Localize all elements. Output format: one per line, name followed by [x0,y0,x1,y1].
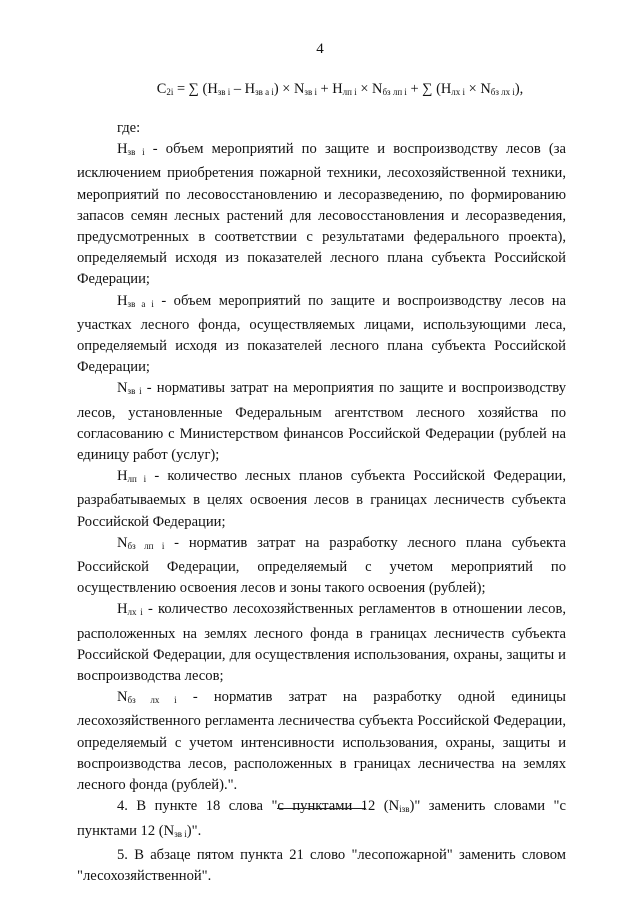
definition-text: - количество лесохозяйственных регламентов в отношении лесов, расположенных на землях лесного фонда в границах лесничеств субъекта Российской Федерации, для осуществления использования, охраны, защиты и воспроизводства лесов; [77,601,566,685]
symbol-letter: Н [117,292,128,309]
definition-symbol [117,535,164,551]
definition-symbol [117,141,145,157]
symbol-letter: Н [117,601,128,618]
symbol-subscript: бз лх i [127,695,177,706]
definition-text: - норматив затрат на разработку лесного плана субъекта Российской Федерации, определяемый с учетом мероприятий по осуществлению освоения лесов и зоны такого освоения (рублей); [77,534,566,597]
formula-subscript: 2i [166,87,174,97]
amendment-item-4 [77,796,566,844]
definition-paragraph [77,466,566,533]
page-number: 4 [316,41,324,57]
document-body [77,118,566,887]
formula-subscript: бз лп i [382,87,407,97]
symbol-letter: Н [117,468,128,485]
closing-rule [277,808,366,809]
formula-subscript: лп i [342,87,357,97]
formula-term: ), [514,81,524,97]
definitions-list [77,139,566,796]
definition-text: - количество лесных планов субъекта Российской Федерации, разрабатываемых в целях освоения лесов в границах лесничеств субъекта Российской Федерации; [77,468,567,530]
definition-paragraph [77,687,566,796]
symbol-subscript: лп i [127,474,147,485]
formula-term: C [156,81,167,97]
formula-subscript: зв i [304,87,317,97]
item4-subscript-1: iзв [399,804,410,815]
definition-text: - объем мероприятий по защите и воспроизводству лесов (за исключением приобретения пожарной техники, лесохозяйственной техники, мероприятий по лесовосстановлению и лесоразведению, по формированию запасов семян лесных растений для лесовосстановления и лесоразведения, предусмотренных в соответствии с результатами федерального проекта), определяемый исходя из показателей лесного плана субъекта Российской Федерации; [77,141,566,288]
item4-prefix: 4. В пункте 18 слова "с пунктами 12 (N [117,798,400,815]
definition-symbol [117,601,143,617]
definition-paragraph [77,139,566,290]
symbol-subscript: бз лп i [127,540,165,551]
amendment-item-5: 5. В абзаце пятом пункта 21 слово "лесопожарной" заменить словом "лесохозяйственной". [77,846,566,884]
definition-text: - нормативы затрат на мероприятия по защите и воспроизводству лесов, установленные Федеральным агентством лесного хозяйства по согласованию с Министерством финансов Российской Федерации (рублей на единицу работ (услуг); [77,380,566,464]
formula-subscript: зв а i [255,87,274,97]
symbol-letter: N [117,380,128,397]
symbol-subscript: зв а i [127,298,154,309]
definition-text: - объем мероприятий по защите и воспроизводству лесов на участках лесного фонда, осуществляемых лицами, использующими леса, определяемый исходя из показателей лесного плана субъекта Российской Федерации; [77,292,566,376]
symbol-letter: Н [117,141,128,158]
formula-term: + Н [316,81,343,97]
symbol-subscript: зв i [127,147,145,158]
definition-text: - норматив затрат на разработку одной единицы лесохозяйственного регламента лесничества субъекта Российской Федерации, определяемый с учетом интенсивности использования, охраны, защиты и воспроизводства лесов, расположенных в границах лесничества на землях лесного фонда (рублей).". [77,689,566,794]
definition-paragraph [77,599,566,687]
item4-middle: )" заменить словами "с пунктами 12 (N [77,798,566,839]
definition-symbol [117,468,146,484]
definition-symbol [117,380,142,396]
formula-subscript: бз лх i [490,87,515,97]
formula-term: = ∑ (Н [173,81,218,97]
symbol-subscript: зв i [127,386,142,397]
formula-term: ) × N [273,81,305,97]
item4-suffix: )". [186,822,202,839]
formula-subscript: лх i [451,87,466,97]
formula-term: – Н [230,81,256,97]
formula-term: × N [356,81,383,97]
formula [90,81,590,98]
formula-term: × N [465,81,491,97]
where-label: где: [117,120,141,136]
formula-subscript: зв i [217,87,231,97]
definition-symbol [117,293,154,309]
symbol-letter: N [117,534,128,551]
symbol-subscript: лх i [127,607,143,618]
symbol-letter: N [117,689,128,706]
definition-paragraph [77,378,566,466]
definition-symbol [117,689,177,705]
definition-paragraph [77,533,566,600]
item4-subscript-2: зв i [174,828,187,839]
formula-term: + ∑ (Н [406,81,452,97]
definition-paragraph [77,291,566,379]
